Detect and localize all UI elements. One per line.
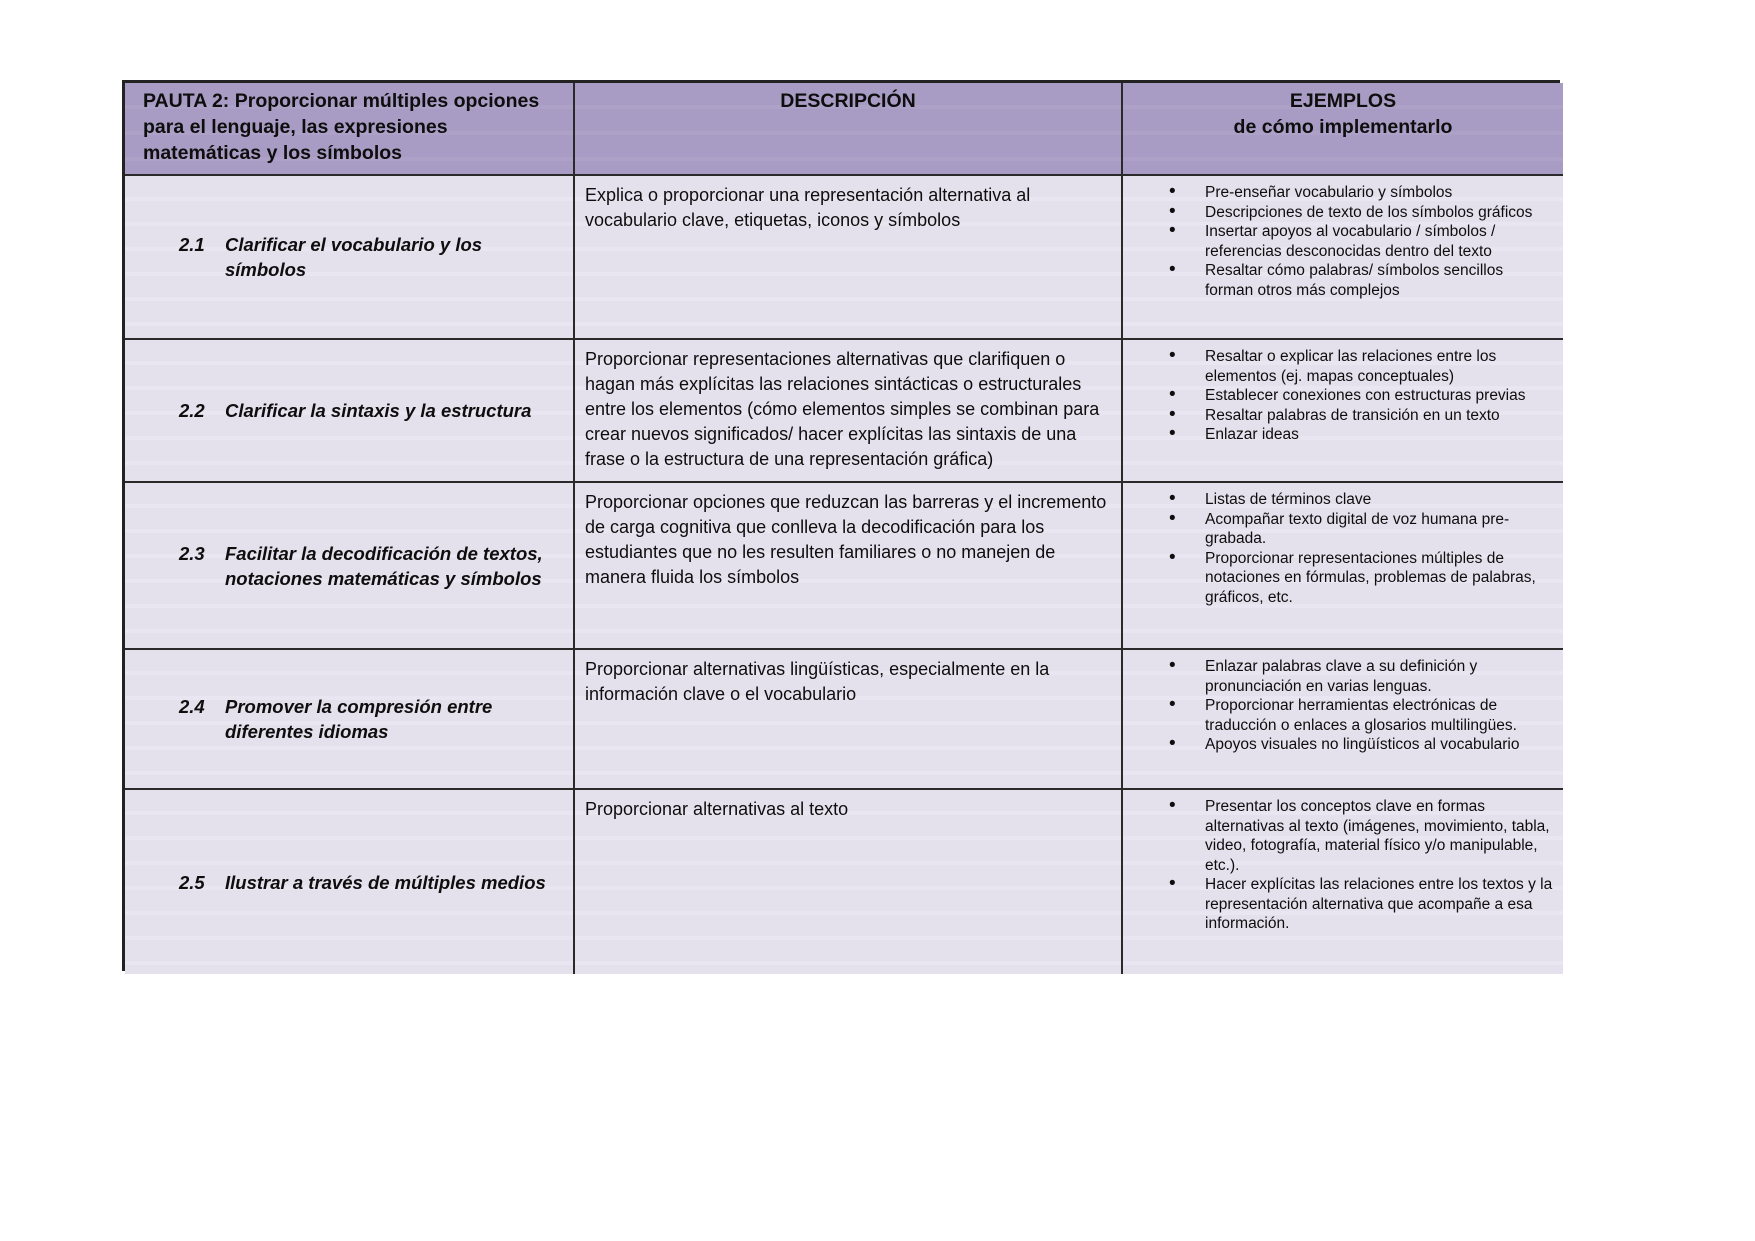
row-2-1-examples-cell (1123, 176, 1563, 340)
row-2-4-examples-cell (1123, 650, 1563, 790)
example-item: • Acompañar texto digital de voz humana pre-grabada. (1123, 510, 1557, 549)
guideline-code: 2.1 (179, 234, 205, 255)
description-text: Proporcionar alternativas lingüísticas, especialmente en la información clave o el vocabulario (585, 659, 1050, 704)
guideline-title (125, 694, 573, 744)
guideline-code: 2.5 (179, 871, 205, 893)
example-item: • Resaltar palabras de transición en un texto (1123, 406, 1557, 426)
example-item: • Hacer explícitas las relaciones entre los textos y la representación alternativa que acompañe a esa información. (1123, 875, 1557, 934)
row-2-2-examples-cell (1123, 340, 1563, 483)
row-2-1-description-cell (575, 176, 1123, 340)
guideline-title (125, 541, 573, 591)
example-item: • Presentar los conceptos clave en formas alternativas al texto (imágenes, movimiento, tabla, video, fotografía, material físico y/o manipulable, etc.). (1123, 797, 1557, 875)
guideline-code: 2.2 (179, 400, 205, 421)
examples-list (1123, 183, 1557, 300)
guideline-code: 2.4 (179, 696, 205, 717)
description-header-text: DESCRIPCIÓN (780, 90, 916, 112)
examples-list (1123, 490, 1557, 607)
description-text: Explica o proporcionar una representación alternativa al vocabulario clave, etiquetas, iconos y símbolos (585, 185, 1031, 230)
guideline-code: 2.3 (179, 542, 205, 564)
description-text: Proporcionar representaciones alternativas que clarifiquen o hagan más explícitas las relaciones sintácticas o estructurales entre los elementos (cómo elementos simples se combinan para crear nuevos significados/ hacer explícitas las sintaxis de una frase o la estructura de una representación gráfica) (585, 349, 1100, 469)
example-item: • Resaltar cómo palabras/ símbolos sencillos forman otros más complejos (1123, 261, 1557, 300)
header-cell-examples (1123, 83, 1563, 176)
description-text: Proporcionar alternativas al texto (585, 799, 849, 819)
examples-header-line1: EJEMPLOS (1289, 90, 1397, 112)
example-item: • Apoyos visuales no lingüísticos al vocabulario (1123, 735, 1557, 755)
examples-list (1123, 657, 1557, 755)
guideline-title (125, 398, 545, 423)
row-2-5-title-cell (125, 790, 575, 974)
example-item: • Establecer conexiones con estructuras previas (1123, 386, 1557, 406)
example-item: • Enlazar palabras clave a su definición y pronunciación en varias lenguas. (1123, 657, 1557, 696)
example-item: • Listas de términos clave (1123, 490, 1557, 510)
row-2-3-title-cell (125, 483, 575, 650)
guideline-header-text: PAUTA 2: Proporcionar múltiples opciones para el lenguaje, las expresiones matemáticas y los símbolos (143, 90, 540, 164)
examples-list (1123, 347, 1557, 445)
guideline-title (125, 870, 560, 895)
example-item: • Proporcionar herramientas electrónicas de traducción o enlaces a glosarios multilingües. (1123, 696, 1557, 735)
example-item: • Pre-enseñar vocabulario y símbolos (1123, 183, 1557, 203)
guideline-title-text: Clarificar el vocabulario y los símbolos (225, 234, 483, 280)
row-2-3-examples-cell (1123, 483, 1563, 650)
row-2-1-title-cell (125, 176, 575, 340)
row-2-4-description-cell (575, 650, 1123, 790)
guideline-title-text: Clarificar la sintaxis y la estructura (225, 400, 532, 421)
example-item: • Insertar apoyos al vocabulario / símbolos / referencias desconocidas dentro del texto (1123, 222, 1557, 261)
description-text: Proporcionar opciones que reduzcan las barreras y el incremento de carga cognitiva que conlleva la decodificación para los estudiantes que no les resulten familiares o no manejen de manera fluida los símbolos (585, 492, 1107, 587)
guideline-title-text: Promover la compresión entre diferentes idiomas (225, 696, 493, 742)
example-item: • Resaltar o explicar las relaciones entre los elementos (ej. mapas conceptuales) (1123, 347, 1557, 386)
header-cell-description (575, 83, 1123, 176)
udl-guideline-table (122, 80, 1560, 971)
example-item: • Descripciones de texto de los símbolos gráficos (1123, 203, 1557, 223)
guideline-title-text: Ilustrar a través de múltiples medios (225, 871, 546, 893)
header-cell-guideline (125, 83, 575, 176)
guideline-title (125, 232, 573, 282)
row-2-5-description-cell (575, 790, 1123, 974)
row-2-2-description-cell (575, 340, 1123, 483)
row-2-2-title-cell (125, 340, 575, 483)
examples-header-line2: de cómo implementarlo (1233, 116, 1453, 138)
row-2-3-description-cell (575, 483, 1123, 650)
example-item: • Proporcionar representaciones múltiples de notaciones en fórmulas, problemas de palabras, gráficos, etc. (1123, 549, 1557, 608)
row-2-4-title-cell (125, 650, 575, 790)
guideline-title-text: Facilitar la decodificación de textos, notaciones matemáticas y símbolos (225, 542, 543, 589)
example-item: • Enlazar ideas (1123, 425, 1557, 445)
row-2-5-examples-cell (1123, 790, 1563, 974)
examples-list (1123, 797, 1557, 934)
